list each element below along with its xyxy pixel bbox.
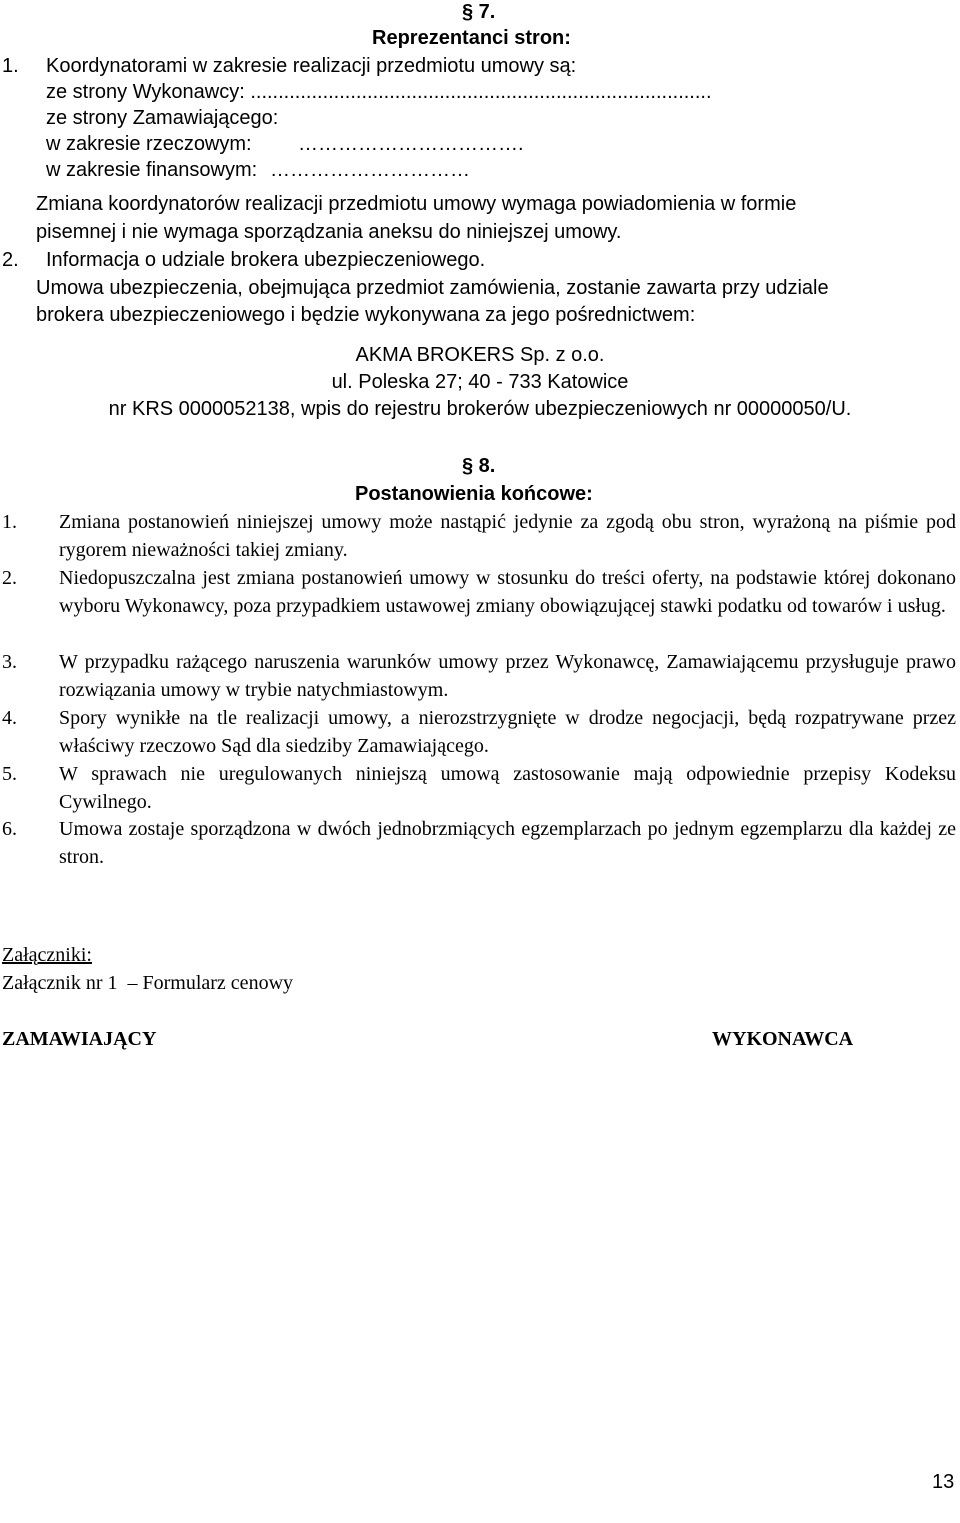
- contractor-coordinator: ze strony Wykonawcy: ...................................................................................: [46, 81, 712, 103]
- final-item-5-text: W sprawach nie uregulowanych niniejszą umową zastosowanie mają odpowiednie przepisy Kodeksu Cywilnego.: [59, 763, 956, 813]
- financial-scope-dots: …………………………: [270, 159, 470, 181]
- signature-employer: ZAMAWIAJĄCY: [2, 1028, 157, 1050]
- final-item-2-number: 2.: [2, 567, 17, 589]
- insurance-line-2: brokera ubezpieczeniowego i będzie wykonywana za jego pośrednictwem:: [36, 304, 696, 326]
- coordinator-change-line-2: pisemnej i nie wymaga sporządzania aneksu do niniejszej umowy.: [36, 221, 622, 243]
- insurance-line-1: Umowa ubezpieczenia, obejmująca przedmiot zamówienia, zostanie zawarta przy udziale: [36, 277, 829, 299]
- page-number: 13: [932, 1471, 955, 1493]
- final-item-6-number: 6.: [2, 818, 17, 840]
- broker-name: AKMA BROKERS Sp. z o.o.: [355, 344, 605, 366]
- broker-address: ul. Poleska 27; 40 - 733 Katowice: [331, 371, 629, 393]
- final-item-2-text: Niedopuszczalna jest zmiana postanowień umowy w stosunku do treści oferty, na podstawie której dokonano wyboru Wykonawcy, poza przypadkiem ustawowej zmiany obowiązującej stawki podatku od towarów i usług.: [59, 567, 956, 617]
- final-item-4-text: Spory wynikłe na tle realizacji umowy, a nierozstrzygnięte w drodze negocjacji, będą rozpatrywane przez właściwy rzeczowo Sąd dla siedziby Zamawiającego.: [59, 707, 956, 757]
- section-8-heading: § 8.: [462, 455, 496, 477]
- section-7-item-1-number: 1.: [2, 55, 19, 77]
- coordinator-change-line-1: Zmiana koordynatorów realizacji przedmiotu umowy wymaga powiadomienia w formie: [36, 193, 797, 215]
- final-item-3-number: 3.: [2, 651, 17, 673]
- section-7-item-2-text: Informacja o udziale brokera ubezpieczeniowego.: [46, 249, 486, 271]
- final-item-5-number: 5.: [2, 763, 17, 785]
- material-scope-dots: …………………………….: [298, 133, 524, 155]
- final-item-1-number: 1.: [2, 511, 17, 533]
- final-item-3-text: W przypadku rażącego naruszenia warunków umowy przez Wykonawcę, Zamawiającemu przysługuje prawo rozwiązania umowy w trybie natychmiastowym.: [59, 651, 956, 701]
- section-8-title: Postanowienia końcowe:: [355, 483, 593, 505]
- section-7-heading: § 7.: [462, 1, 496, 23]
- section-7-item-1-text: Koordynatorami w zakresie realizacji przedmiotu umowy są:: [46, 55, 577, 77]
- attachment-1: Załącznik nr 1 – Formularz cenowy: [2, 972, 294, 994]
- broker-krs: nr KRS 0000052138, wpis do rejestru brokerów ubezpieczeniowych nr 00000050/U.: [108, 398, 852, 420]
- employer-coordinator: ze strony Zamawiającego:: [46, 107, 279, 129]
- section-7-item-2-number: 2.: [2, 249, 19, 271]
- material-scope-label: w zakresie rzeczowym:: [46, 133, 252, 155]
- financial-scope-label: w zakresie finansowym:: [46, 159, 258, 181]
- attachments-title: Załączniki:: [2, 944, 92, 966]
- signature-contractor: WYKONAWCA: [712, 1028, 854, 1050]
- final-item-1-text: Zmiana postanowień niniejszej umowy może nastąpić jedynie za zgodą obu stron, wyrażoną na piśmie pod rygorem nieważności takiej zmiany.: [59, 511, 956, 561]
- final-item-6-text: Umowa zostaje sporządzona w dwóch jednobrzmiących egzemplarzach po jednym egzemplarzu dla każdej ze stron.: [59, 818, 956, 868]
- final-item-4-number: 4.: [2, 707, 17, 729]
- section-7-title: Reprezentanci stron:: [372, 27, 571, 49]
